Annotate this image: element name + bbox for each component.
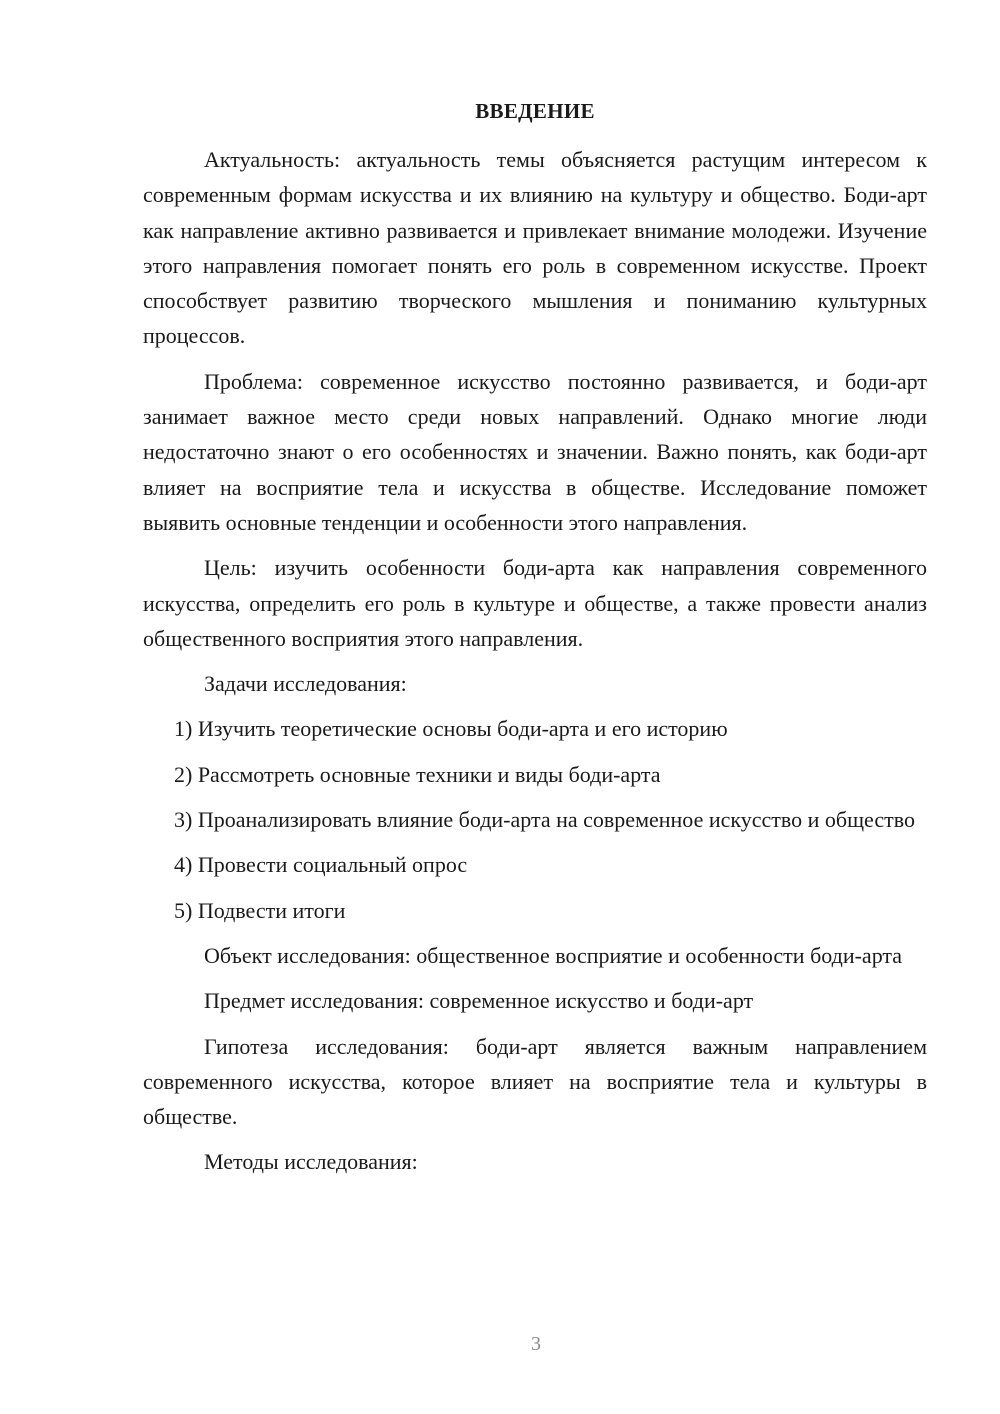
goal-paragraph: Цель: изучить особенности боди-арта как направления современного искусства, определить его роль в культуре и обществе, а также провести анализ общественного восприятия этого направления. (143, 555, 927, 651)
research-object-paragraph: Объект исследования: общественное восприятие и особенности боди-арта (204, 942, 903, 968)
hypothesis-paragraph: Гипотеза исследования: боди-арт является важным направлением современного искусства, которое влияет на восприятие тела и культуры в обществе. (143, 1033, 927, 1130)
list-item: 3) Проанализировать влияние боди-арта на современное искусство и общество (174, 807, 915, 833)
methods-heading: Методы исследования: (204, 1149, 418, 1175)
list-item: 4) Провести социальный опрос (174, 852, 468, 878)
problem-paragraph: Проблема: современное искусство постоянно развивается, и боди-арт занимает важное место среди новых направлений. Однако многие люди недостаточно знают о его особенностях и значении. Важно понять, как боди-арт влияет на восприятие тела и искусства в обществе. Исследование поможет выявить основные тенденции и особенности этого направления. (143, 368, 927, 535)
list-item: 1) Изучить теоретические основы боди-арта и его историю (174, 716, 728, 742)
tasks-list (143, 711, 927, 927)
tasks-heading: Задачи исследования: (204, 671, 407, 697)
research-subject-paragraph: Предмет исследования: современное искусство и боди-арт (204, 988, 754, 1014)
list-item: 2) Рассмотреть основные техники и виды боди-арта (174, 761, 661, 787)
page-number: 3 (531, 1333, 541, 1355)
page-title: ВВЕДЕНИЕ (475, 99, 595, 123)
relevance-paragraph: Актуальность: актуальность темы объясняется растущим интересом к современным формам искусства и их влиянию на культуру и общество. Боди-арт как направление активно развивается и привлекает внимание молодежи. Изучение этого направления помогает понять его роль в современном искусстве. Проект способствует развитию творческого мышления и пониманию культурных процессов. (143, 147, 927, 349)
list-item: 5) Подвести итоги (174, 897, 346, 923)
page-content (143, 96, 927, 1190)
